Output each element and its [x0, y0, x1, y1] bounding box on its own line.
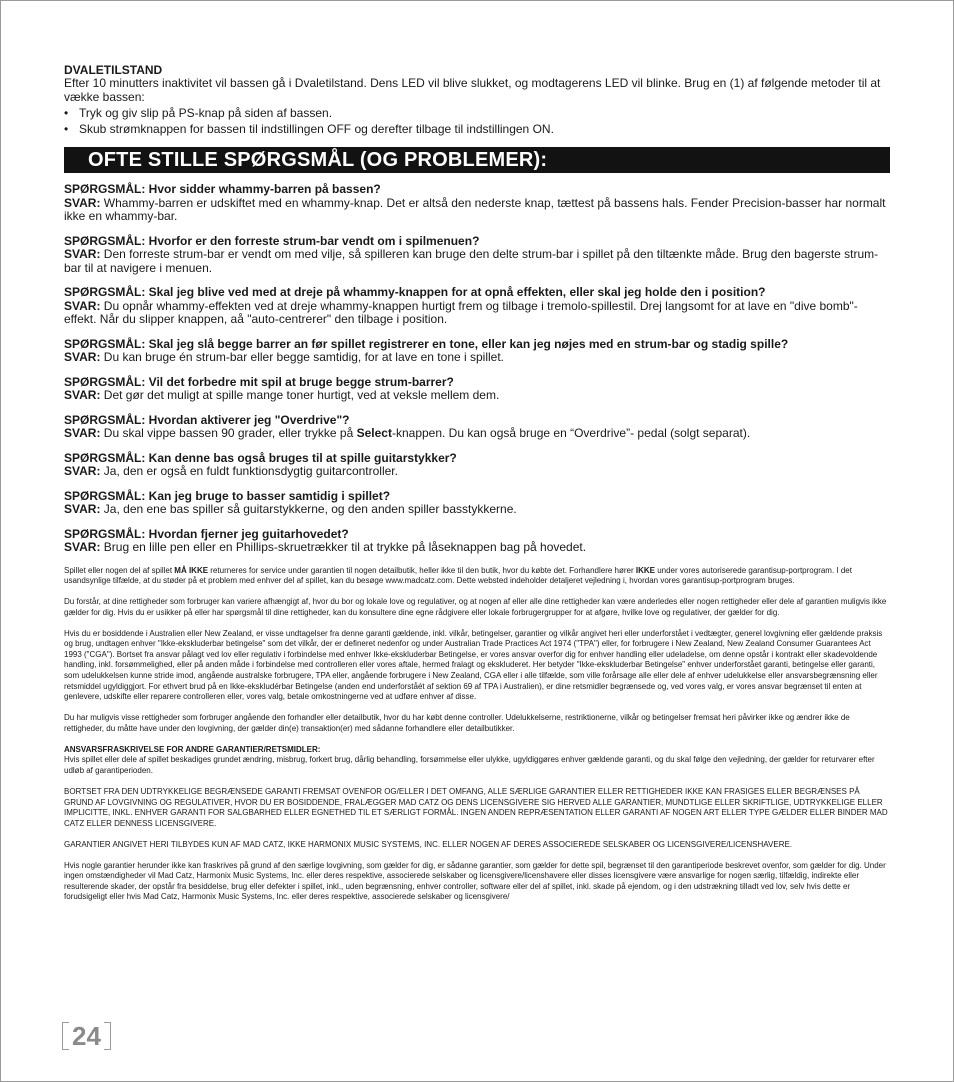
legal-text: under vores autoriserede garantisup-portprogram. I det usandsynlige tilfælde, at du støder på et problem med enhver del af spillet, kan du besøge www.madcatz.com. Dette websted indeholder detaljeret vejledning i, hvordan vores garantisup-portprogram bruges.: [64, 565, 852, 586]
faq-question: SPØRGSMÅL: Skal jeg blive ved med at dreje på whammy-knappen for at opnå effekten, eller skal jeg holde den i position?: [64, 285, 766, 299]
faq-answer: [64, 300, 890, 327]
legal-subheading: ANSVARSFRASKRIVELSE FOR ANDRE GARANTIER/RETSMIDLER:: [64, 744, 321, 754]
faq-question: SPØRGSMÅL: Kan jeg bruge to basser samtidig i spillet?: [64, 488, 391, 503]
sleep-mode-section: [64, 63, 890, 137]
faq-question: SPØRGSMÅL: Hvor sidder whammy-barren på bassen?: [64, 182, 381, 196]
faq-question: SPØRGSMÅL: Hvordan aktiverer jeg "Overdrive"?: [64, 412, 350, 427]
answer-label: SVAR:: [64, 502, 101, 516]
legal-text: returneres for service under garantien til nogen detailbutik, heller ikke til den butik, hvor du købte det. Forhandlere hører: [208, 565, 636, 575]
legal-paragraph: Hvis du er bosiddende i Australien eller New Zealand, er visse undtagelser fra denne garanti gældende, inkl. vilkår, betingelser, garantier og vilkår angivet heri eller underforstået i vedtægter, generel lovgivning eller gældende praksis og brug, undtagen enhver "Ikke-ekskluderbar betingelse" som det vilkår, der er defineret nedenfor og under Australian Trade Practices Act 1974 ("TPA") eller, for forbrugere i New Zealand, New Zealand Consumer Guarantees Act 1993 ("CGA"). Bortset fra ansvar pålagt ved lov eller regulativ i forbindelse med enhver Ikke-ekskluderbar Betingelse, er vores ansvar overfor dig for enhver handling eller udeladelse, om denne opstår i kontrakt eller skadevoldende handling, inkl. forsømmelighed, eller på anden måde i forbindelse med controlleren eller vores aftale, hermed fralagt og ekskluderet. Her betyder "Ikke-ekskluderbar Betingelse" enhver underforstået garanti, betingelse eller garanti, som udelukkelsen kunne stride imod, angående australske forbrugere, TPA eller, angående forbrugere i New Zealand, CGA eller i alle tilfælde, som ville forårsage alle eller dele af enhver udelukkelse eller ansvarsbegrænsning eller retsmiddel ugyldiggjort. For ethvert brud på en Ikke-ekskludérbar Betingelse (anden end underforståét af sektion 69 af TPA i Australien), er dine retsmidler begrænsede og, ved vores valg, er vores ansvar begrænset til enten at genlevere, udskifte eller reparere controlleren eller, vores valg, betale omkostningerne ved at udføre enhver af disse.: [64, 628, 883, 702]
faq-item: [64, 490, 890, 517]
faq-question: SPØRGSMÅL: Hvordan fjerner jeg guitarhovedet?: [64, 526, 349, 541]
right-bracket-icon: [104, 1022, 111, 1050]
faq-answer: [64, 503, 890, 517]
sleep-mode-bullets: [64, 105, 890, 137]
faq-item: [64, 183, 890, 224]
legal-paragraph: Hvis spillet eller dele af spillet beskadiges grundet ændring, misbrug, forkert brug, dårlig behandling, forsømmelse eller ulykke, ugyldiggøres enhver gældende garanti, og du skal følge den vejledning, der gælder for returvarer efter udløb af garantiperioden.: [64, 755, 875, 775]
answer-label: SVAR:: [64, 195, 101, 210]
answer-label: SVAR:: [64, 426, 101, 440]
faq-item: [64, 338, 890, 365]
legal-paragraph: Du har muligvis visse rettigheder som forbruger angående den forhandler eller detailbutik, hvor du har købt denne controller. Udelukkelserne, restriktionerne, vilkår og betingelser fremsat heri påvirker ikke og ændrer ikke de rettigheder, du måtte have under den lovgivning, der gælder din(e) transaktion(er) med sådanne forhandlere eller detailbutikker.: [64, 713, 850, 733]
faq-item: [64, 286, 890, 327]
faq-answer: [64, 248, 890, 275]
faq-answer-text: Du kan bruge én strum-bar eller begge samtidig, for at lave en tone i spillet.: [103, 350, 505, 364]
select-button-term: Select: [356, 426, 392, 440]
page-number: [62, 1021, 111, 1051]
faq-item: [64, 235, 890, 276]
legal-paragraph: [64, 566, 890, 587]
faq-answer: [64, 427, 890, 441]
faq-answer-text: Ja, den er også en fuldt funktionsdygtig guitarcontroller.: [103, 464, 398, 478]
faq-answer: [64, 197, 890, 224]
faq-question: SPØRGSMÅL: Skal jeg slå begge barrer an før spillet registrerer en tone, eller kan jeg nøjes med en strum-bar og stadig spille?: [64, 336, 789, 351]
faq-answer-text: Du skal vippe bassen 90 grader, eller trykke på: [103, 426, 357, 440]
faq-answer-text: Du opnår whammy-effekten ved at dreje whammy-knappen hurtigt frem og tilbage i tremolo-spillestil. Drej langsomt for at lave en "dive bomb"-effekt. Når du slipper knappen, aå "auto-centrerer" den tilbage i position.: [64, 298, 858, 326]
faq-question: SPØRGSMÅL: Hvorfor er den forreste strum-bar vendt om i spilmenuen?: [64, 233, 480, 248]
faq-answer: [64, 541, 890, 555]
faq-answer: [64, 389, 890, 403]
faq-answer-text: Ja, den ene bas spiller så guitarstykkerne, og den anden spiller basstykkerne.: [103, 502, 517, 516]
sleep-mode-title: DVALETILSTAND: [64, 63, 163, 77]
faq-answer-text: Det gør det muligt at spille mange toner hurtigt, ved at veksle mellem dem.: [103, 388, 500, 402]
faq-question: SPØRGSMÅL: Kan denne bas også bruges til at spille guitarstykker?: [64, 450, 457, 465]
answer-label: SVAR:: [64, 350, 101, 364]
legal-paragraph: Du forstår, at dine rettigheder som forbruger kan variere afhængigt af, hvor du bor og lokale love og regulativer, og at nogen af eller alle dine rettigheder kan være anderledes eller nogen rettigheder eller dele af garantien muligvis ikke gælder for dig. Hvis du er usikker på eller har spørgsmål til dine rettigheder, kan du konsultere dine egne rådgivere eller lokale forbrugergrupper for at afgøre, hvilke love og regulativer, der gælder for dig.: [64, 597, 887, 617]
warranty-legal-text: [64, 566, 890, 904]
sleep-mode-bullet: • Tryk og giv slip på PS-knap på siden af bassen.: [64, 105, 890, 121]
faq-answer-text: Whammy-barren er udskiftet med en whammy-knap. Det er altså den nederste knap, tættest på bassens hals. Fender Precision-basser har normalt ikke en whammy-bar.: [64, 195, 886, 223]
answer-label: SVAR:: [64, 540, 101, 554]
faq-item: [64, 414, 890, 441]
sleep-mode-bullet: • Skub strømknappen for bassen til indstillingen OFF og derefter tilbage til indstillingen ON.: [64, 121, 890, 137]
faq-question: SPØRGSMÅL: Vil det forbedre mit spil at bruge begge strum-barrer?: [64, 374, 454, 389]
left-bracket-icon: [62, 1022, 69, 1050]
faq-answer-text: Den forreste strum-bar er vendt om med vilje, så spilleren kan bruge den delte strum-bar i spillet på den tiltænkte måde. Brug den bagerste strum-bar til at navigere i menuen.: [64, 247, 879, 275]
sleep-mode-intro: Efter 10 minutters inaktivitet vil bassen gå i Dvaletilstand. Dens LED vil blive slukket, og modtagerens LED vil blinke. Brug en (1) af følgende metoder til at vække bassen:: [64, 76, 881, 104]
legal-emphasis: IKKE: [635, 565, 655, 575]
answer-label: SVAR:: [64, 464, 101, 478]
answer-label: SVAR:: [64, 298, 101, 313]
page-content: [64, 63, 890, 913]
legal-paragraph: Hvis nogle garantier herunder ikke kan fraskrives på grund af den særlige lovgivning, som gælder for dig, er sådanne garantier, som gælder for dette spil, begrænset til den garantiperiode beskrevet ovenfor, som gælder for dig. Under ingen omstændigheder vil Mad Catz, Harmonix Music Systems, Inc. eller deres respektive, associerede selskaber og licensgivere/licenshavere eller disses licensgivere være ansvarlige for nogen særlig, tilfældig, indirekte eller resulterende skader, der opstår fra besiddelse, brug eller defekter i spillet, inkl., uden begrænsning, enhver controller, software eller del af spillet, inkl. skade på ejendom, og i den udstrækning tilladt ved lov, selv hvis dette er forudsigeligt eller hvis Mad Catz, Harmonix Music Systems, Inc. eller deres respektive, associerede selskaber og licensgivere/: [64, 860, 886, 902]
answer-label: SVAR:: [64, 247, 101, 261]
faq-item: [64, 376, 890, 403]
faq-item: [64, 528, 890, 555]
legal-text: Spillet eller nogen del af spillet: [64, 565, 175, 575]
page-number-value: 24: [72, 1020, 101, 1051]
answer-label: SVAR:: [64, 388, 101, 402]
legal-paragraph: BORTSET FRA DEN UDTRYKKELIGE BEGRÆNSEDE GARANTI FREMSAT OVENFOR OG/ELLER I DET OMFANG, ALLE SÆRLIGE GARANTIER ELLER RETTIGHEDER IKKE KAN FRASIGES ELLER BEGRÆNSES PÅ GRUND AF LOVGIVNING OG REGULATIVER, HVOR DU ER BOSIDDENDE, FRALÆGGER MAD CATZ OG DENS LICENSGIVERE SIG HERVED ALLE GARANTIER, MUNDTLIGE ELLER SKRIFTLIGE, UDTRYKKELIGE ELLER IMPLICITTE, INKL. ENHVER GARANTI FOR SALGBARHED ELLER EGNETHED TIL ET SÆRLIGT FORMÅL. INGEN ANDEN REPRÆSENTATION ELLER GARANTI AF NOGEN ART ELLER TYPE GÆLDER ELLER BINDER MAD CATZ ELLER DENNESS LICENSGIVERE.: [64, 786, 888, 828]
legal-emphasis: MÅ IKKE: [174, 565, 209, 575]
faq-list: [64, 183, 890, 555]
faq-answer-text: Brug en lille pen eller en Phillips-skruetrækker til at trykke på låseknappen bag på hovedet.: [103, 540, 587, 554]
faq-answer: [64, 351, 890, 365]
faq-heading: OFTE STILLE SPØRGSMÅL (OG PROBLEMER):: [64, 147, 890, 173]
legal-paragraph: GARANTIER ANGIVET HERI TILBYDES KUN AF MAD CATZ, IKKE HARMONIX MUSIC SYSTEMS, INC. ELLER NOGEN AF DERES ASSOCIEREDE SELSKABER OG LICENSGIVERE/LICENSHAVERE.: [64, 839, 793, 849]
faq-answer: [64, 465, 890, 479]
faq-item: [64, 452, 890, 479]
faq-answer-text: -knappen. Du kan også bruge en “Overdrive”- pedal (solgt separat).: [391, 426, 751, 440]
